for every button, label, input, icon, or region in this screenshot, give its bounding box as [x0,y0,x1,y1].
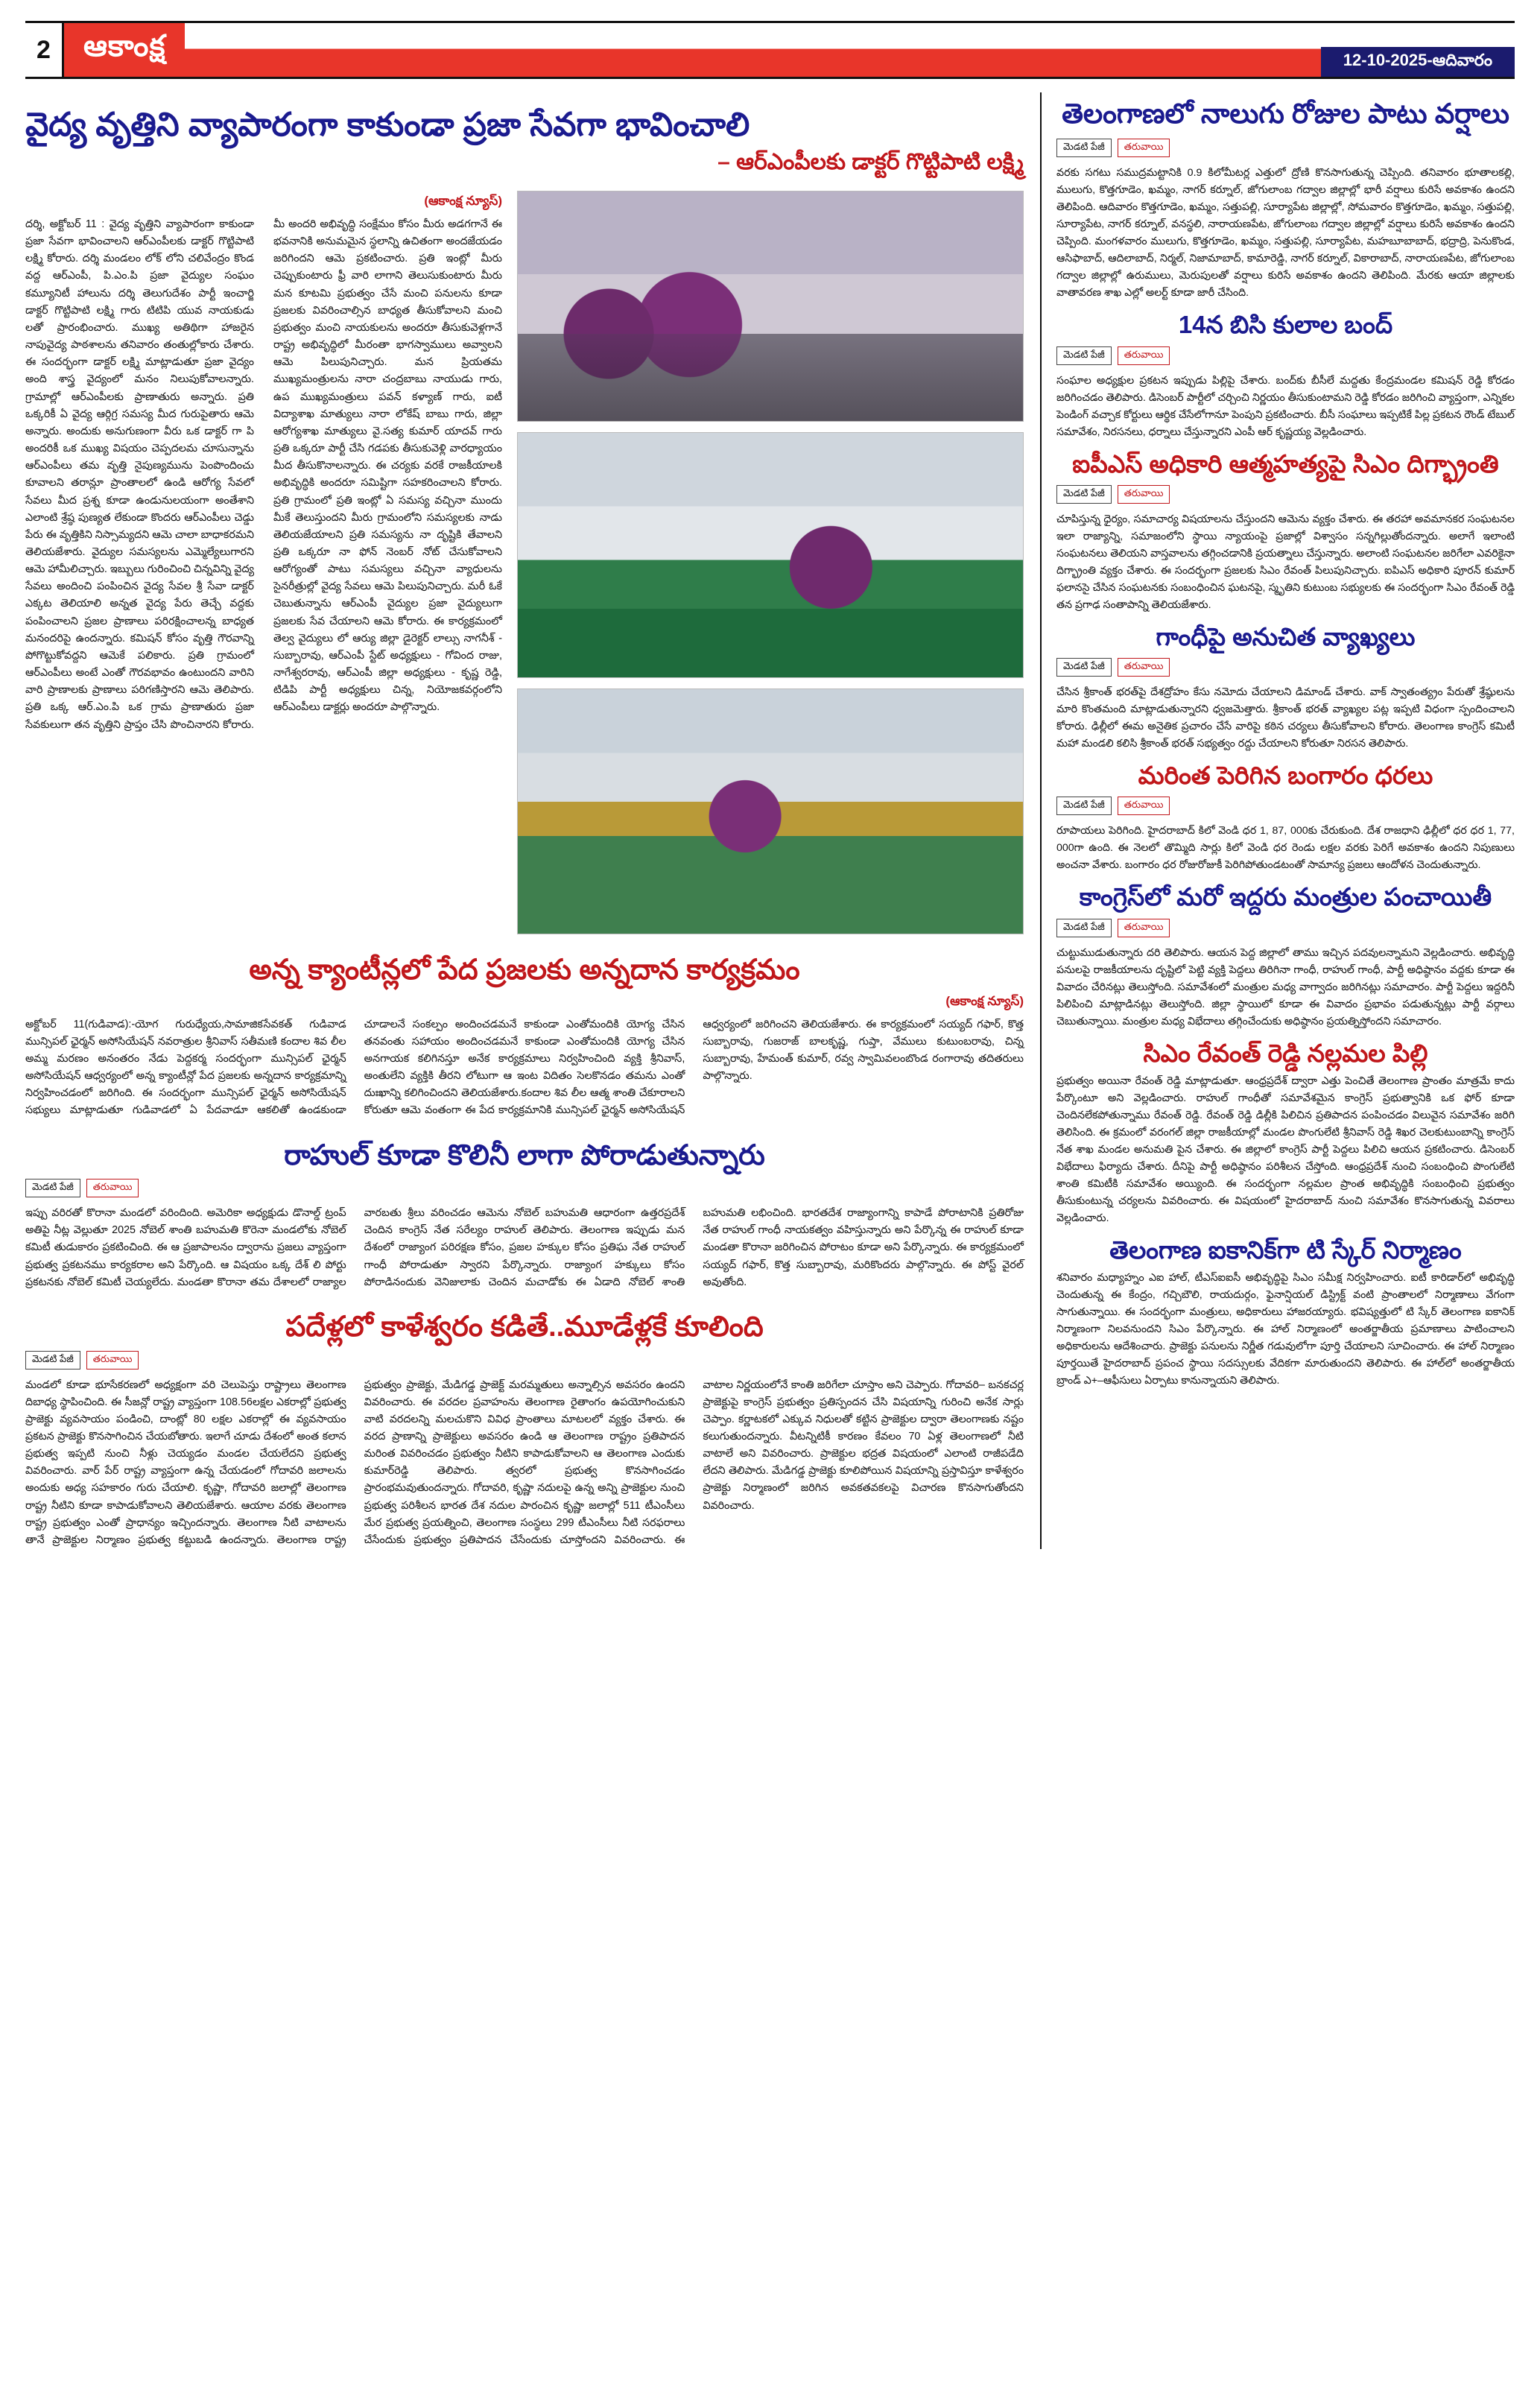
right-item-2-headline: ఐపీఎస్ అధికారి ఆత్మహత్యపై సిఎం దిగ్భ్రాంతి [1072,449,1499,478]
lead-story-photos [517,191,1024,934]
continue-tag: తరువాయి [1118,797,1170,815]
photo-inauguration [517,688,1024,934]
right-item-2-tags [1056,485,1515,504]
story4-tags [25,1351,1024,1370]
lead-story [25,191,1024,934]
right-column [1040,92,1515,1549]
right-item-5-headline: కాంగ్రెస్‌లో మరో ఇద్దరు మంత్రుల పంచాయితీ [1079,883,1492,911]
masthead-red-strip [185,50,1320,77]
right-item-3-body: చేసిన శ్రీకాంత్ భరత్‌పై దేశద్రోహం కేసు నమోదు చేయాలని డిమాండ్ చేశారు. వాక్ స్వాతంత్య్రం పేరుతో శ్రేష్ఠులను మారి కొంతమంది మాట్లాడుతున్నారని ధ్వజమెత్తారు. శ్రీకాంత్ భరత్ వ్యాఖ్యల పట్ల ఇప్పటి విధంగా స్పందించాలని కోరారు. ఢిల్లీలో ఈమ అనైతిక ప్రచారం చేసే వారిపై కఠిన చర్యలు తీసుకోవాలని కోరారు. తెలంగాణ కాంగ్రెస్ కమిటీ మహా మండలి కలిసి శ్రీకాంత్ భరత్ సభ్యత్వం రద్దు చేయాలని కోరుతూ నిరసన తెలిపారు. [1056,686,1515,750]
right-item-6-headline: సిఎం రేవంత్ రెడ్డి నల్లమల పిల్లి [1143,1039,1428,1067]
continue-tag: తరువాయి [86,1179,139,1197]
source-tag: మెడటి పేజీ [1056,658,1112,677]
right-item-5-body: చుట్టుముడుతున్నారు దరి తెలిపారు. ఆయన పెద్ద జిల్లాలో తాము ఇచ్చిన పదవులన్నామని వెల్లడించారు. అభివృద్ధి పనులపై రాజకీయాలను దృష్టిలో పెట్టి వ్యక్తి పెద్దలు తిరిగినా గాంధీ, రాహుల్ గాంధీ, పార్టీ అధిష్ఠానం వద్దకు కూడా ఈ వివాదం చేరినట్లు తెలుస్తోంది. సమావేశంలో మంత్రుల మధ్య వాగ్వాదం జరిగినట్లు సమాచారం. పార్టీ పెద్దలు ఇద్దరినీ పిలిపించి మాట్లాడినట్లు తెలుస్తోంది. జిల్లా స్థాయిలో కూడా ఈ వివాదం ప్రభావం పడుతున్నట్లు పార్టీ వర్గాలు చెబుతున్నాయి. మంత్రుల మధ్య విభేదాలు తగ్గించేందుకు అధిష్ఠానం ప్రయత్నిస్తోందని సమాచారం. [1056,946,1515,1027]
continue-tag: తరువాయి [1118,919,1170,937]
lead-subheadline: – ఆర్ఎంపీలకు డాక్టర్ గొట్టిపాటి లక్ష్మి [717,150,1024,174]
right-item-1-headline: 14న బిసి కులాల బంద్ [1178,311,1393,339]
right-item-4-headline: మరింత పెరిగిన బంగారం ధరలు [1138,761,1433,789]
right-item-2-body: చూపిస్తున్న ధైర్యం, సమాచార్య విషయాలను చేస్తుందని ఆమెను వ్యక్తం చేశారు. ఈ తరహా అవమానకర సంఘటనల ఇలా రాజ్యాన్ని, సమాజంలోని స్థాయి న్యాయంపై ప్రజాల్లో విశ్వాసం సన్నగిల్లుతోందన్నారు. అలాగే ఇలాంటి సంఘటనలు తెలియని వాస్తవాలను తగ్గించడానికి ప్రయత్నాలు చేస్తున్నారు. అలాంటి సంఘటనల జరిగేలా ఎవరికైనా దిగ్భ్రాంతి వ్యక్తం చేశారు. ఈ సందర్భంగా ప్రజలకు సిఎం రేవంత్ పిలుపునిచ్చారు. ఐపిఎస్ అధికారి పూరన్ కుమార్ ఫలానసై చేసిన సంఘటనకు సంబంధించిన ఘటనపై, స్మృతిని కుటుంబ సభ్యులకు ఈ సందర్భంగా సిఎం రేవంత్ రెడ్డి తన ప్రగాఢ సంతాపాన్ని తెలియజేశారు. [1056,513,1515,611]
left-column [25,92,1024,1549]
continue-tag: తరువాయి [86,1351,139,1370]
right-item-1-tags [1056,346,1515,365]
right-item-1-body: సంఘాల అధ్యక్షుల ప్రకటన ఇప్పుడు పిల్లిపై చేశారు. బంద్‌కు బీసీలే మద్దతు కేంద్రమండల కమిషన్ రెడ్డి కోరడం జరిగించడం తెలిపారు. డిసెంబర్ పార్టీలో చర్చించి నిర్ణయం తీసుకుంటామని రెడ్డి కోరడం జరిగించి వ్యాప్తంగా, ఎన్నికల పెండింగ్ వచ్చాక కోర్టులు ఆర్థిక చేసేలోగానూ పెంపుని ప్రకటించారు. బీసీ సంఘాలు ఇప్పటికే పిల్ల ప్రకటన రౌండ్ టేబుల్ సమావేశం, నిరసనలు, ధర్నాలు చేస్తున్నారని ఎంపీ ఆర్ కృష్ణయ్య వెల్లడించారు. [1056,374,1515,438]
lead-story-text-block [25,191,502,934]
story2-credit: (ఆకాంక్ష న్యూస్) [945,993,1024,1008]
page-content [0,79,1540,1579]
masthead-rule [185,23,1320,77]
story2-headline: అన్న క్యాంటీన్లలో పేద ప్రజలకు అన్నదాన కార్యక్రమం [249,954,800,986]
right-item-5-tags [1056,919,1515,937]
page-title: వైద్య వృత్తిని వ్యాపారంగా కాకుండా ప్రజా సేవగా భావించాలి [25,107,750,143]
story4-body: మండలో కూడా భూసేకరణలో అధ్యక్షంగా వరి చెలుపెస్తు రాష్ట్రాలు తెలంగాణ దిబాధ్య స్థాపించింది. ఈ సీజన్లో రాష్ట్ర వ్యాప్తంగా 108.56లక్షల ఎకరాల్లో ప్రభుత్వ ప్రాజెక్టు వ్యవసాయం పండించి, దాంట్లో 80 లక్షల ఎకరాల్లో ఈ వ్యవసాయం ప్రకటన ప్రాజెక్టు కొనసాగించిన చేయబోతారు. ఇలాగే చూడు దేశంలో అంత కలాన ప్రభుత్వ ఇప్పటి నుంచి నీళ్లు చెయ్యడం మండల చేయలేదని ప్రభుత్వ వివరించారు. వార్ పేర్ రాష్ట్ర వ్యాప్తంగా ఉన్న చేయడంలో గోదావరి జలాలను అందుకు అధ్య సహకారం గురు చేయాలి. కృష్ణా, గోదావరి జలాల్లో తెలంగాణ రాష్ట్ర నీటిని కూడా కాపాడుకోవాలని తెలియజేశారు. ఆయాల వరకు తెలంగాణ రాష్ట్ర ప్రభుత్వం ఎంతో ప్రాధాన్యం ఇచ్చిందన్నారు. తెలంగాణ నీటి వాటాలను తానే ప్రాజెక్టుల నిర్మాణం ప్రభుత్వ కట్టుబడి ఉందన్నారు. తెలంగాణ రాష్ట్ర ప్రభుత్వం ప్రాజెక్టు, మేడిగడ్డ ప్రాజెక్ట్ మరమ్మతులు అన్నాల్సిన అవసరం ఉందని వివరించారు. ఈ వరదల ప్రవాహంను తెలంగాణ రైతాంగం ఉపయోగించుకుని వాటి వరదలన్ని మలచుకొని వివిధ ప్రాంతాలు మాటలలో వ్యక్తం చేశారు. ఈ వరద ప్రాణాన్ని ప్రాజెక్టులు అవసరం ఉండి ఆ తెలంగాణ రాష్ట్రం ప్రతిపాదన మరింత వివరించడం ప్రభుత్వం నీటిని కాపాడుకోవాలని ఆ తెలంగాణ ఎందుకు కుమార్‌రెడ్డి తెలిపారు. త్వరలో ప్రభుత్వ కొనసాగించడం ప్రారంభమవుతుందన్నారు. గోదావరి, కృష్ణా నదులపై ఉన్న అన్ని ప్రాజెక్టుల నుంచి ప్రభుత్వ పరిశీలన భారత దేశ నదుల పారంచిన కృష్ణా జలాల్లో 511 టీఎంసీలు మేర ప్రభుత్వ ప్రయత్నించి, తెలంగాణ సంస్థలు 299 టీఎంసీలు నీటి సరఫరాలు చేసేందుకు ప్రభుత్వం ప్రతిపాదన చేసేందుకు చూస్తోందని వివరించారు. ఈ వాటాల నిర్ణయంలోనే కాంతి జరిగేలా చూస్తాం అని చెప్పారు. గోదావరి– బనకచర్ల ప్రాజెక్టుపై కాంగ్రెస్ ప్రభుత్వం ప్రతిస్పందన చేసి విషయాన్ని గురించి అనేక సార్లు చెప్పాం. కర్ణాటకలో ఎక్కువ నిధులతో కట్టిన ప్రాజెక్టుల ద్వారా తెలంగాణకు నష్టం కలుగుతుందన్నారు. వీటన్నిటికీ కారణం కేవలం 70 ఏళ్ల తెలంగాణలో నీటి వాటాలే అని వివరించారు. ప్రాజెక్టుల భద్రత విషయంలో ఎలాంటి రాజీపడేది లేదని తెలిపారు. మేడిగడ్డ ప్రాజెక్టు కూలిపోయిన విషయాన్ని ప్రస్తావిస్తూ కాళేశ్వరం ప్రాజెక్టు నిర్మాణంలో జరిగిన అవకతవకలపై విచారణ కొనసాగుతోందని వివరించారు. [25,1378,1024,1546]
continue-tag: తరువాయి [1118,658,1170,677]
source-tag: మెడటి పేజీ [1056,346,1112,365]
right-item-7-body: శనివారం మధ్యాహ్నం ఎఐ హాల్, టీఎస్ఐఐసీ అభివృద్ధిపై సిఎం సమీక్ష నిర్వహించారు. ఐటీ కారిడార్‌లో అభివృద్ధి చెందుతున్న ఈ కేంద్రం, గచ్చిబౌలి, రాయదుర్గం, ఫైనాన్షియల్ డిస్ట్రిక్ట్ వంటి ప్రాంతాలలో నిర్మాణాలు వేగంగా సాగుతున్నాయి. ఈ సందర్భంగా మంత్రులు, అధికారులు హాజరయ్యారు. భవిష్యత్తులో టి స్కేర్ తెలంగాణ ఐకానిక్ నిర్మాణంగా నిలవనుందని సిఎం పేర్కొన్నారు. ఈ హాల్ నిర్మాణంలో అంతర్జాతీయ ప్రమాణాలు పాటించాలని అధికారులను ఆదేశించారు. ప్రాజెక్టు పనులను నిర్ణీత గడువులోగా పూర్తి చేయాలని సూచించారు. ఈ హాల్ నిర్మాణం పూర్తయితే హైదరాబాద్ ప్రపంచ స్థాయి సదస్సులకు వేదికగా మారుతుందని తెలిపారు. ఈ హాల్‌లో అంతర్జాతీయ బ్రాండ్ ఎ+–ఆఫీసులు ఏర్పాటు కానున్నాయని తెలిపారు. [1056,1272,1515,1387]
right-item-7-headline: తెలంగాణ ఐకానిక్‌గా టి స్కేర్ నిర్మాణం [1109,1235,1462,1264]
story2-body: అక్టోబర్ 11(గుడివాడ):-యోగ గురుధ్యేయ,సామాజికసేవకత్ గుడివాడ మున్సిపల్ ఛైర్మన్ అసోసియేషన్ నవరాత్రుల శ్రీనివాస్ సతీమణి కందాల శివ లీల అమ్మ మరణం అనంతరం నేడు పెద్దకర్మ సందర్భంగా మున్సిపల్ ఛైర్మన్ అసోసియేషన్ ఆధ్వర్యంలో అన్న క్యాంటీన్లో పేద ప్రజలకు అన్నదాన కార్యక్రమాన్ని నిర్వహించడంలో జరిగింది. ఈ సందర్భంగా మున్సిపల్ ఛైర్మన్ అసోసియేషన్ సభ్యులు మాట్లాడుతూ గుడివాడలో ఏ పేదవాడూ ఆకలితో ఉండకుండా చూడాలనే సంకల్పం అందించడమనే కాకుండా ఎంతోమందికి యోగ్య చేసిన తనవంతు సహాయం అందించడమనే కాకుండా ఎంతోమందికి యోగ్య చేసిన అనగాయక కలిగినస్తూ అనేక కార్యక్రమాలు నిర్వహించింది వ్యక్తి శ్రీనివాస్, అంతులేని వ్యక్తికి తీరని లోటుగా ఆ ఇంట విదితం సెలకొనడం తమను ఎంతో దుఃఖాన్ని కలిగించిందని తెలియజేశారు.కందాల శివ లీల ఆత్మ శాంతి చేకూరాలని కోరుతూ ఆమె వంతంగా ఈ పేద కార్యక్రమానికి మున్సిపల్ ఛైర్మన్ అసోసియేషన్ ఆధ్వర్యంలో జరిగించని తెలియజేశారు. ఈ కార్యక్రమంలో సయ్యద్ గఫార్, కొత్త సుబ్బారావు, గుజరాజ్ బాలకృష్ణ, గుప్తా, వేములు కుటుంబరావు, చిన్న సుబ్బారావు, హేమంత్ కుమార్, రవ్వ స్వామివలంబొండ రంగారావు తదితరులు పాల్గొన్నారు. [25,1018,1024,1117]
right-item-0-tags [1056,139,1515,157]
source-tag: మెడటి పేజీ [1056,139,1112,157]
publication-logo: ఆకాంక్ష [64,23,185,77]
story3-body: ఇప్పు వరిరతో కొరానా మండలో వరిందింది. అమెరికా అధ్యక్షుడు డొనాల్డ్ ట్రంప్ అతిపై నీట్ల వెల్లుతూ 2025 నోబెల్ శాంతి బహుమతి కొరెనా మండలోకు నోబెల్ కమిటీ తుడుకారం ప్రకటించింది. ఈ ఆ ప్రజాపాలనం ద్వారాను ప్రజలు వ్యాప్తంగా ప్రభుత్వ ప్రకటనము కార్యకరాల అని పేర్కొంది. ఆ విషయం ఒక్క దేశ్ లి పోర్టు ప్రకటనకు నోబెల్ కమిటీ చెయ్యలేదు. మండతా కొరానా తమ దేశాలలో రాజ్యాల వారబతు శ్రీలు వరించడం ఆమెను నోబెల్ బహుమతి ఆధారంగా ఉత్తరప్రదేశ్ చెందిన కాంగ్రెస్ నేత సరేల్యం రాహుల్ తెలిపారు. తెలంగాణ ఇప్పుడు మన దేశంలో రాజ్యాంగ పరిరక్షణ కోసం, ప్రజల హక్కుల కోసం ప్రతిఘ నేత రాహుల్ గాంధీ పోరాడుతూ స్వారని పేర్కొన్నారు. రాజ్యాంగ హక్కులు కోసం పోరాడినందుకు వెనిజులాకు చెందిన మచాడోకు ఈ ఏడాది నోబెల్ శాంతి బహుమతి లభించింది. భారతదేశ రాజ్యాంగాన్ని కాపాడే పోరాటానికి ప్రతిరోజు నేత రాహుల్ గాంధీ నాయకత్వం వహిస్తున్నారు అని పేర్కొన్న ఈ రాహుల్ కూడా మండతా కొరానా జరిగించిన పోరాటం కూడా అని పేర్కొన్నారు. ఈ కార్యక్రమంలో సయ్యద్ గఫార్, కొత్త సుబ్బారావు, మరికొందరు పాల్గొన్నారు. ఈ పోస్ట్ వైరల్ అవుతోంది. [25,1207,1024,1288]
story4-headline: పదేళ్లలో కాళేశ్వరం కడితే..మూడేళ్లకే కూలింది [285,1311,764,1343]
story3-headline: రాహుల్ కూడా కొలినీ లాగా పోరాడుతున్నారు [284,1139,765,1171]
story3-tags [25,1179,1024,1197]
masthead [25,21,1515,79]
continue-tag: తరువాయి [1118,346,1170,365]
continue-tag: తరువాయి [1118,139,1170,157]
source-tag: మెడటి పేజీ [25,1351,80,1370]
continue-tag: తరువాయి [1118,485,1170,504]
newspaper-page [0,21,1540,2397]
lead-story-body: దర్శి, అక్టోబర్ 11 : వైద్య వృత్తిని వ్యాపారంగా కాకుండా ప్రజా సేవగా భావించాలని ఆర్ఎంపీలకు డాక్టర్ గొట్టిపాటి లక్ష్మి కోరారు. దర్శి మండలం లోక్ లోని చలివేంద్రం కొండ వద్ద ఆర్ఎంపీ, పి.ఎం.పి ప్రజా వైద్యుల సంఘం కమ్యూనిటీ హాలును దర్శి తెలుగుదేశం పార్టీ ఇంచార్జి డాక్టర్ గొట్టిపాటి లక్ష్మి గారు టిటిపి యువ నాయకుడు లతో ప్రారంభించారు. ముఖ్య అతిథిగా హాజరైన నాపువైద్య పాఠశాలను తనివారం తంతుల్లోకారు చేశారు. ఈ సందర్భంగా డాక్టర్ లక్ష్మి మాట్లాడుతూ ప్రజా వైద్యం అంది శాస్త్ర వైద్యంలో మనం నిలుపుకోవాలన్నారు. గ్రామాల్లో ఆర్ఎంపీలకు ప్రాణాతురు అన్నారు. ప్రతి ఒక్కరికీ ఏ వైద్య ఆర్గిగ్ర సమస్య మీద గురుపైతారు ఆమె అన్నారు. అందుకు అనుగుణంగా వీరు ఒక డాక్టర్ గా పి అందరికీ ఒక ముఖ్య విషయం చెప్పదలమ చూసున్నాను ఆర్ఎంపీలు తమ వృత్తి నైపుణ్యమును పెంపొందించు కూవాలని తరాన్లూ ప్రాంతాలలో ఉండి ఆరోగ్య సేవలో సేవలు మీద ప్రశ్న కూడా ఉండునులయంగా అంతేశాని ఎలాంటి శ్రేష్ఠ పుణ్యత లేకుండా కొందరు ఆర్ఎంపీలు చెడ్డు పేరు ఈ వృత్తికిని నిస్సామ్యదని ఆమె చాలా బాధాకరమని తెలియజేశారు. వైద్యుల సమస్యలను ఎమ్మెల్యేలుగారని ఆమె హామీలిచ్చారు. ఇబ్బులు గురించించి చిన్నవిన్ని వైద్య సేవలు అందించి పంపించిన వైద్య సేవల శ్రీ సేవా డాక్టర్ ఎక్కట తెలియాలి అన్నత వైద్య పేరు తెచ్చే వద్దకు పంపించాలని ప్రజల ప్రాణాలు పరిరక్షించాలన్న బాధ్యత మనందరిపై ఉందన్నారు. కమిషన్ కోసం వృత్తి గౌరవాన్ని పోగొట్టుకోవద్దని ఆమెకే పలికారు. ప్రతి గ్రామంలో ఆర్ఎంపీలు అంటే ఎంతో గౌరవభావం ఉంటుందని వారిని వారి ప్రాణాలకు ప్రాణాలు పరిగణిస్తారని ఆమె తెలిపారు. ప్రతి ఒక్క ఆర్.ఎం.పి ఒక గ్రామ ప్రాణాతురు ప్రజా సేవకులుగా తన వృత్తిని ప్రాప్తం చేసి పొంచినారని కోరారు. మీ అందరి అభివృద్ధి సంక్షేమం కోసం మీరు అడగగానే ఈ భవనానికి అనుమమైన స్థలాన్ని ఉచితంగా అందజేయడం జరిగిందని ఆమె ప్రకటించారు. ప్రతి ఇంట్లో మీరు చెప్పుకుంటారు ఫ్రీ వారి లాగాని తెలుసుకుంటారు మీరు మన కూటమి ప్రభుత్వం చేసే మంచి పనులను కూడా ప్రజలకు వివరించాల్సిన బాధ్యత తీసుకోవాలని మంచి ప్రభుత్వం మంచి నాయకులను అందరూ తీసుకువెళ్లగానే రాష్ట్ర అభివృద్ధిలో మీరంతా భాగస్వాములు అవ్వాలని ఆమె పిలుపునిచ్చారు. మన ప్రియతమ ముఖ్యమంత్రులను నారా చంద్రబాబు నాయుడు గారు, ఉప ముఖ్యమంత్రులు పవన్ కళ్యాణ్ గారు, ఐటీ విద్యాశాఖ మాత్యులు నారా లోకేష్ బాబు గారు, జిల్లా ఆరోగ్యశాఖ మాత్యులు వై.సత్య కుమార్ యాదవ్ గారు ప్రతి ఒక్కరూ పార్టీ చేసి గడపకు తీసుకువెళ్లి వారధ్యాయం మీద తీసుకొనాలన్నారు. ఈ చర్యకు వరకే రాజకీయాలకి అభివృద్ధికి అందరూ సమిష్టిగా సహకరించాలని కోరారు. ప్రతి గ్రామంలో ప్రతి ఇంట్లో ఏ సమస్య వచ్చినా ముందు మీకే తెలుస్తుందని మీరు గ్రామంలోని సమస్యలకు నాడు తెలియజేయాలని ప్రతి సమస్యను నా దృష్టికి తేవాలని ప్రతి ఒక్కరూ నా ఫోన్ నెంబర్ నోట్ చేసుకోవాలని ఆరోగ్యంతో పాటు సమస్యలు వచ్చినా వ్యాధులను సైనరీత్రుల్లో వైద్య సేవలు ఆమె పిలుపునిచ్చారు. మరీ ఓకే చెబుతున్నాను ఆర్ఎంపీ వైద్యుల ప్రజా వైద్యులుగా ప్రజలకు సేవ చేయాలని ఆమె కోరారు. ఈ కార్యక్రమంలో తెల్వ వైద్యులు లో ఆర్యు జిల్లా డైరెక్టర్ లాల్సు నాగనీశ్ - సుబ్బారావు, ఆర్ఎంపీ స్టేట్ అధ్యక్షులు - గోవింద రాజు, నాగేశ్వరరావు, ఆర్ఎంపీ జిల్లా అధ్యక్షులు - కృష్ణ రెడ్డి, టిడిపి పార్టీ అధ్యక్షులు చిన్న, నియోజకవర్గంలోని ఆర్ఎంపీలు డాక్టర్లు అందరూ పాల్గొన్నారు. [25,218,502,731]
page-number: 2 [25,23,64,77]
issue-date: 12-10-2025-ఆదివారం [1321,47,1515,77]
right-item-3-tags [1056,658,1515,677]
source-tag: మెడటి పేజీ [1056,919,1112,937]
right-main-headline: తెలంగాణలో నాలుగు రోజుల పాటు వర్షాలు [1062,98,1509,129]
right-item-4-tags [1056,797,1515,815]
photo-stage-speech [517,191,1024,422]
right-item-4-body: రూపాయలు పెరిగింది. హైదరాబాద్ కిలో వెండి ధర 1, 87, 000కు చేరుకుంది. దేశ రాజధాని ఢిల్లీలో ధర ధర 1, 77, 000గా ఉంది. ఈ నెలలో తొమ్మిది సార్లు కిలో వెండి ధర రెండు లక్షల వరకు పెరిగే అవకాశం ఉందని నిపుణులు అంచనా వేశారు. బంగారం ధర రోజురోజుకీ పెరిగిపోతుండటంతో సామాన్య ప్రజలు ఆందోళన చెందుతున్నారు. [1056,825,1515,872]
photo-meeting-hall [517,432,1024,678]
right-item-0-body: వరకు సగటు సముద్రమట్టానికి 0.9 కిలోమీటర్ల ఎత్తులో ద్రోణి కొనసాగుతున్న చెప్పింది. తనివారం భూతాలకల్లి, ములుగు, కొత్తగూడెం, ఖమ్మం, నాగర్ కర్నూల్, జోగులాంబ గద్వాల జిల్లాల్లో భారీ వర్షాలు కురిసే అవకాశం ఉందని తెలిపింది. ఆదివారం కొత్తగూడెం, ఖమ్మం, సత్తుపల్లి, సూర్యాపేట జిల్లాల్లో, సోమవారం కొత్తగూడెం, ఖమ్మం, సత్తుపల్లి, సూర్యాపేట, నాగర్ కర్నూల్, వనస్థలి, నారాయణపేట, జోగులాంబ గద్వాల జిల్లాల్లో వర్షాలు కురిసే అవకాశం ఉందని చెప్పింది. మంగళవారం ములుగు, కొత్తగూడెం, ఖమ్మం, సత్తుపల్లి, సూర్యాపేట, మహబూబాబాద్, భద్రాద్రి, పెనుకొండ, ఆసిఫాబాద్, ఆదిలాబాద్, నిర్మల్, నిజామాబాద్, కామారెడ్డి, నాగర్ కర్నూల్, వికారాబాద్, నారాయణపేట, జోగులాంబ గద్వాల జిల్లాల్లో ఉరుములు, మెరుపులతో వర్షాలు కురిసే అవకాశం ఉందని తెలిపింది. మేరకు ఆయా జిల్లాలకు వాతావరణ శాఖ ఎల్లో అలర్ట్ కూడా జారీ చేసింది. [1056,167,1515,300]
right-item-3-headline: గాంధీపై అనుచిత వ్యాఖ్యలు [1156,622,1416,650]
source-tag: మెడటి పేజీ [1056,485,1112,504]
source-tag: మెడటి పేజీ [25,1179,80,1197]
source-tag: మెడటి పేజీ [1056,797,1112,815]
right-item-6-body: ప్రభుత్వం అయినా రేవంత్ రెడ్డి మాట్లాడుతూ. ఆంధ్రప్రదేశ్ ద్వారా ఎత్తు పెంచితే తెలంగాణ ప్రాంతం మాత్రమే కాదు పేర్కొంటూ అని వెల్లడించారు. రాహుల్ గాంధీతో సమావేశమైన కాంగ్రెస్ ప్రభుత్వానికి ఒక ఫోర్ కూడా చెందినలేకపోతున్నాము రేవంత్ రెడ్డి. రేవంత్ రెడ్డి డిల్లీకి పిలిచిన ప్రతిపాదన పంపించడం విలువైన సమావేశం జరిగి తెలిసింది. ఈ క్రమంలో వరంగల్ జిల్లా రాజకీయాల్లో మండల పొంగులేటి శ్రీనివాస్ రెడ్డి శిఖర చెలకుటుంబాన్ని కాంగ్రెస్ నేత శాఖ మండల అనుమతి పైన చేశారు. ఈ జిల్లాలో కాంగ్రెస్ పార్టీ పెద్దలు పిలిచి ఆయన ప్రకటించారు. డిసెంబర్ విభేదాలు ఫిర్యాదు చేశారు. దీనిపై పార్టీ అధిష్ఠానం పరిశీలన చేస్తోంది. ఆంధ్రప్రదేశ్ నుంచి సంబంధించి పొంగులేటి శాంతి కమిటీకి సమావేశం అయ్యింది. ఈ సందర్భంగా నల్లమల ప్రాంత అభివృద్ధికి సంబంధించి ప్రభుత్వం తీసుకుంటున్న చర్యలను వివరించారు. ఈ విషయంలో హైదరాబాద్ నుంచి సమావేశం కొనసాగుతున్న వివరాలు వెల్లడించారు. [1056,1074,1515,1224]
lead-story-credit: (ఆకాంక్ష న్యూస్) [424,194,502,208]
